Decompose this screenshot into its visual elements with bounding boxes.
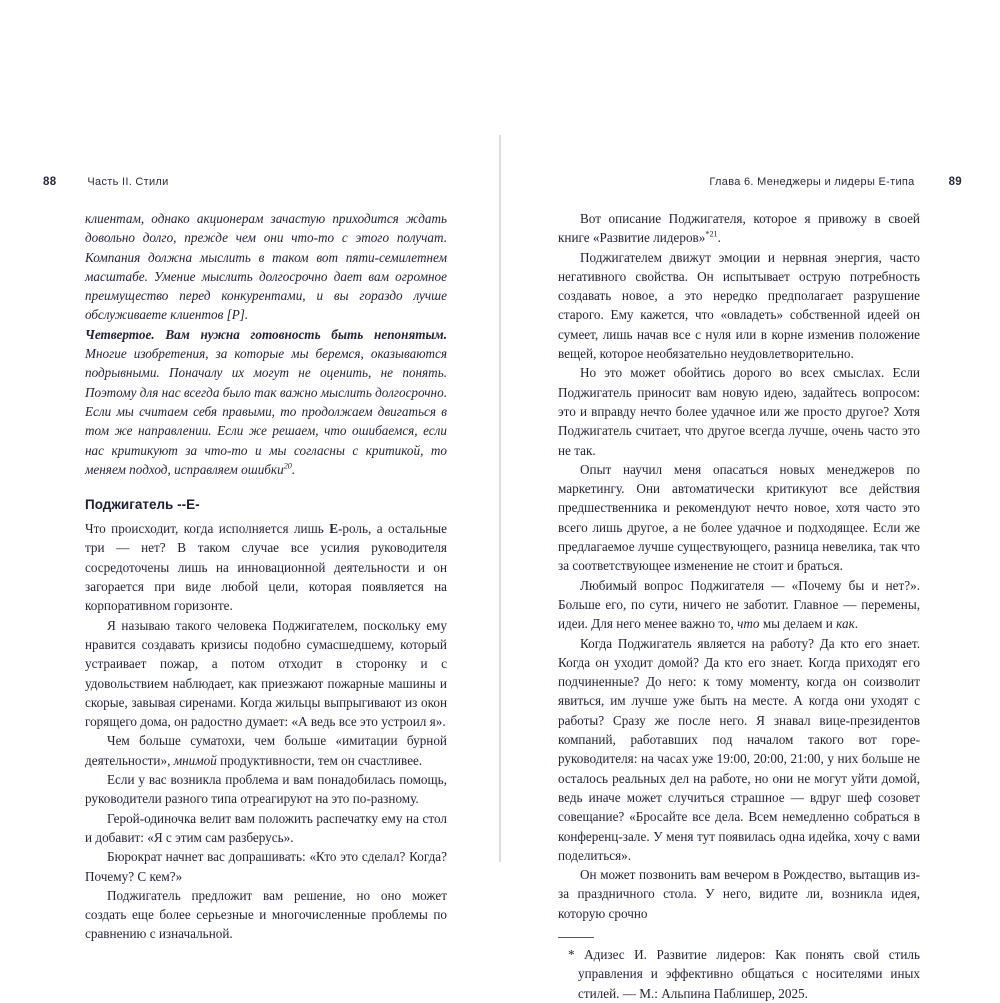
quote-block bbox=[85, 209, 447, 479]
text-run: Чем больше суматохи, чем больше «имитации бурной деятельности», bbox=[85, 733, 447, 768]
text-run: -роль, а остальные три — нет? В таком случае все усилия руководителя сосредоточены лишь на инновационной деятельности и он загорается при виде любой цели, которая появляется на корпоративном горизонте. bbox=[85, 521, 447, 614]
paragraph bbox=[558, 460, 920, 576]
page-body-left bbox=[85, 209, 447, 944]
page-right bbox=[558, 176, 962, 1003]
text-run: E bbox=[329, 521, 338, 537]
paragraph bbox=[558, 363, 920, 459]
paragraph bbox=[85, 886, 447, 944]
body-paragraphs-left bbox=[85, 519, 447, 944]
text-run: Вот описание Поджигателя, которое я привожу в своей книге «Развитие лидеров» bbox=[558, 211, 920, 246]
paragraph bbox=[85, 731, 447, 770]
text-run: Я называю такого человека Поджигателем, поскольку ему нравится создавать кризисы подобно сумасшедшему, который устраивает пожар, а потом отходит в сторонку и с удовольствием наблюдает, как приезжают пожарные машины и скорые, завывая сиренами. Когда жильцы выпрыгивают из окон горящего дома, он радостно думает: «А ведь все это устроил я». bbox=[85, 617, 447, 730]
text-run: Что происходит, когда исполняется лишь bbox=[85, 521, 330, 537]
text-run: Четвертое. Вам нужна готовность быть непонятым. bbox=[85, 326, 447, 342]
paragraph bbox=[85, 519, 447, 615]
section-heading: Поджигатель --E- bbox=[85, 497, 200, 513]
superscript-ref: *21 bbox=[705, 229, 718, 239]
running-head-right bbox=[558, 176, 962, 188]
text-run: Но это может обойтись дорого во всех смыслах. Если Поджигатель приносит вам новую идею, задайтесь вопросом: это и вправду нечто более удачное или же просто другое? Хотя Поджигатель считает, что другое всегда лучше, очень часто это не так. bbox=[558, 365, 920, 458]
paragraph bbox=[85, 209, 447, 325]
paragraph bbox=[85, 847, 447, 886]
footnote-text: Адизес И. Развитие лидеров: Как понять свой стиль управления и эффективно общаться с носителями иных стилей. — М.: Альпина Паблишер, 2025. bbox=[574, 946, 920, 1001]
running-title-right: Глава 6. Менеджеры и лидеры Е-типа bbox=[709, 176, 915, 188]
text-run: Когда Поджигатель является на работу? Да кто его знает. Когда он уходит домой? Да кто его знает. Когда приходят его подчиненные? До него: к тому моменту, когда он соизволит явиться, им лучше уже быть на месте. А когда они уходят с работы? Сразу же после него. Я знавал вице-президентов компаний, работавших под началом такого вот горе-руководителя: на часах уже 19:00, 20:00, 21:00, у них больше не осталось реальных дел на работе, но они не могут уйти домой, ведь иначе может случиться страшное — вдруг шеф созовет совещание? «Бросайте все дела. Всем немедленно собраться в конференц-зале. У меня тут появилась одна идейка, хочу с вами поделиться». bbox=[558, 635, 920, 863]
paragraph bbox=[558, 865, 920, 923]
text-run: как bbox=[836, 616, 855, 632]
running-title-left: Часть II. Стили bbox=[87, 176, 169, 188]
text-run: Если у вас возникла проблема и вам понадобилась помощь, руководители разного типа отреагируют на это по-разному. bbox=[85, 772, 447, 807]
page-left bbox=[43, 176, 447, 944]
text-run: Поджигателем движут эмоции и нервная энергия, часто негативного свойства. Он испытывает острую потребность создавать новое, а это нередко предполагает разрушение старого. Ему кажется, что «овладеть» собственной идеей он сумеет, лишь начав все с нуля или в корне изменив положение вещей, которое необязательно неудовлетворительно. bbox=[558, 249, 920, 362]
text-run: Многие изобретения, за которые мы беремся, оказываются подрывными. Поначалу их могут не оценить, не понять. Поэтому для нас всегда было так важно мыслить долгосрочно. Если мы считаем себя правыми, то продолжаем двигаться в том же направлении. Если же решаем, что ошибаемся, если нас критикуют за что-то и мы согласны с критикой, то меняем подход, исправляем ошибки bbox=[85, 346, 447, 477]
page-body-right bbox=[558, 209, 920, 1003]
text-run: Он может позвонить вам вечером в Рождество, вытащив из-за праздничного стола. У него, видите ли, возникла идея, которую срочно bbox=[558, 867, 920, 921]
text-run: продуктивности, тем он счастливее. bbox=[216, 752, 423, 768]
text-run: Бюрократ начнет вас допрашивать: «Кто это сделал? Когда? Почему? С кем?» bbox=[85, 849, 447, 884]
text-run: . bbox=[291, 461, 296, 477]
text-run: мнимой bbox=[173, 752, 217, 768]
footnote bbox=[558, 945, 920, 1003]
footnote-marker: * bbox=[568, 946, 575, 962]
body-paragraphs-right bbox=[558, 209, 920, 923]
text-run: . bbox=[854, 616, 859, 632]
paragraph bbox=[558, 634, 920, 866]
paragraph bbox=[558, 209, 920, 248]
paragraph bbox=[85, 616, 447, 732]
superscript-ref: 20 bbox=[283, 461, 292, 471]
paragraph bbox=[85, 809, 447, 848]
text-run: Опыт научил меня опасаться новых менеджеров по маркетингу. Они автоматически критикуют все действия предшественника и рекомендуют нечто новое, хотя часто это всего лишь другое, а не более удачное и подходящее. Если же предлагаемое лучше существующего, разница невелика, так что за соответствующее изменение не стоит и браться. bbox=[558, 461, 920, 574]
paragraph bbox=[85, 325, 447, 479]
text-run: Поджигатель предложит вам решение, но оно может создать еще более серьезные и многочисленные проблемы по сравнению с изначальной. bbox=[85, 887, 447, 942]
text-run: Любимый вопрос Поджигателя — «Почему бы и нет?». Больше его, по сути, ничего не заботит. Главное — перемены, идеи. Для него менее важно то, bbox=[558, 577, 920, 632]
paragraph bbox=[85, 770, 447, 809]
text-run: клиентам, однако акционерам зачастую приходится ждать довольно долго, прежде чем они что-то с этого получат. Компания должна мыслить в таком вот пяти-семилетнем масштабе. Умение мыслить долгосрочно дает вам огромное преимущество перед конкурентами, и вы гораздо лучше обслуживаете клиентов [P]. bbox=[85, 211, 447, 323]
page-number-right: 89 bbox=[948, 176, 962, 188]
paragraph bbox=[558, 248, 920, 364]
running-head-left bbox=[43, 176, 447, 188]
page-number-left: 88 bbox=[43, 176, 57, 188]
page-gutter-divider bbox=[499, 135, 501, 862]
text-run: что bbox=[737, 616, 760, 632]
text-run: мы делаем и bbox=[759, 616, 837, 632]
footnote-rule bbox=[558, 937, 594, 938]
paragraph bbox=[558, 576, 920, 634]
text-run: . bbox=[717, 230, 721, 246]
text-run: Герой-одиночка велит вам положить распечатку ему на стол и добавит: «Я с этим сам разберусь». bbox=[85, 810, 447, 845]
